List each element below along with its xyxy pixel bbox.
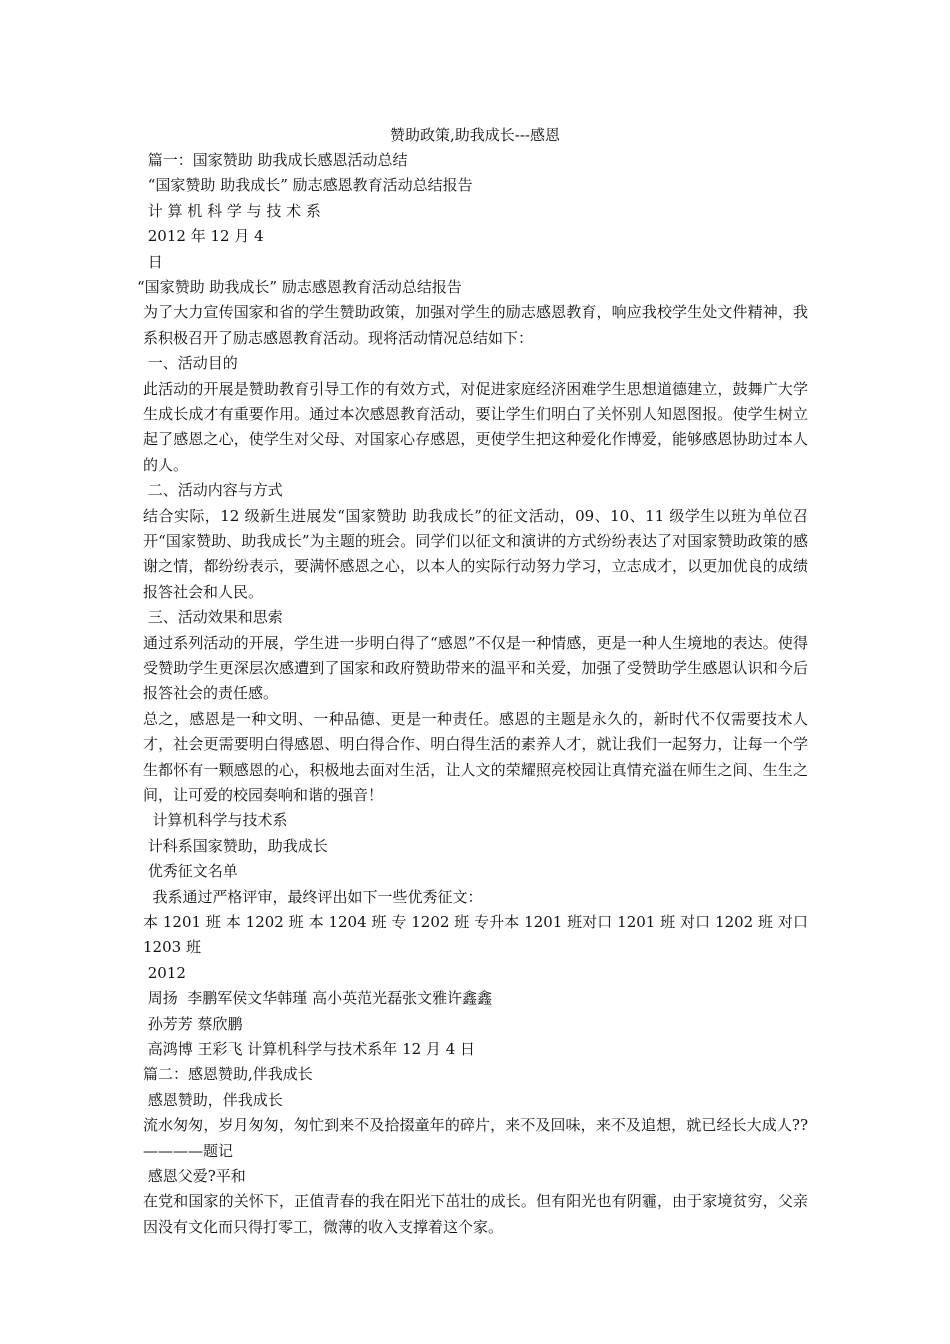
department-name: 计 算 机 科 学 与 技 术 系	[143, 201, 321, 220]
student-names: 周扬 李鹏军侯文华韩瑾 高小英范光磊张文雅许鑫鑫	[143, 989, 493, 1008]
student-names-2: 孙芳芳 蔡欣鹏	[143, 1014, 243, 1033]
report-title: “国家赞助 助我成长” 励志感恩教育活动总结报告	[143, 176, 473, 195]
subheading-father: 感恩父爱?平和	[143, 1166, 246, 1185]
date-line-day: 日	[143, 252, 163, 271]
heading-purpose: 一、活动目的	[143, 354, 238, 373]
section-heading: 篇一：国家赞助 助我成长感恩活动总结	[143, 151, 408, 169]
essay-list-intro: 我系通过严格评审，最终评出如下一些优秀征文：	[143, 887, 483, 906]
paragraph-effect: 通过系列活动的开展，学生进一步明白得了“感恩”不仅是一种情感，更是一种人生境地的表达。使得受赞助学生更深层次感遭到了国家和政府赞助带来的温平和关爱，加强了受赞助学生感恩认识和今后报答社会的责任感。	[143, 633, 808, 703]
paragraph-conclusion: 总之，感恩是一种文明、一种品德、更是一种责任。感恩的主题是永久的，新时代不仅需要技术人才，社会更需要明白得感恩、明白得合作、明白得生活的素养人才，就让我们一起努力，让每一个学生都怀有一颗感恩的心，积极地去面对生活，让人文的荣耀照亮校园让真情充溢在师生之间、生生之间，让可爱的校园奏响和谐的强音！	[143, 709, 808, 805]
paragraph-intro: 为了大力宣传国家和省的学生赞助政策，加强对学生的励志感恩教育，响应我校学生处文件精神，我系积极召开了励志感恩教育活动。现将活动情况总结如下：	[143, 303, 808, 347]
class-list: 本 1201 班 本 1202 班 本 1204 班 专 1202 班 专升本 1201 班对口 1201 班 对口 1202 班 对口 1203 班	[143, 912, 808, 957]
document-body	[137, 148, 808, 1240]
year-line: 2012	[143, 963, 186, 982]
heading-content: 二、活动内容与方式	[143, 481, 283, 500]
paragraph-family: 在党和国家的关怀下，正值青春的我在阳光下茁壮的成长。但有阳光也有阴霾，由于家境贫穷，父亲因没有文化而只得打零工，微薄的收入支撑着这个家。	[143, 1192, 808, 1236]
signature-department: 计算机科学与技术系	[143, 811, 288, 830]
date-line: 2012 年 12 月 4	[143, 227, 264, 246]
section-heading-2: 篇二：感恩赞助,伴我成长	[143, 1065, 313, 1084]
essay-list-subtitle: 优秀征文名单	[143, 862, 238, 881]
article-title: 感恩赞助，伴我成长	[143, 1090, 283, 1109]
student-names-3: 高鸿博 王彩飞 计算机科学与技术系年 12 月 4 日	[143, 1039, 476, 1058]
paragraph-epigraph: 流水匆匆，岁月匆匆，匆忙到来不及拾掇童年的碎片，来不及回味，来不及追想，就已经长大成人?? ————题记	[143, 1116, 808, 1160]
paragraph-purpose: 此活动的开展是赞助教育引导工作的有效方式，对促进家庭经济困难学生思想道德建立，鼓舞广大学生成长成才有重要作用。通过本次感恩教育活动，要让学生们明白了关怀别人知恩图报。使学生树立起了感恩之心，使学生对父母、对国家心存感恩，更使学生把这种爱化作博爱，能够感恩协助过本人的人。	[143, 379, 808, 474]
report-title-repeat: “国家赞助 助我成长” 励志感恩教育活动总结报告	[137, 277, 462, 296]
heading-effect: 三、活动效果和思索	[143, 608, 283, 627]
paragraph-content: 结合实际，12 级新生进展发“国家赞助 助我成长”的征文活动，09、10、11 级学生以班为单位召开“国家赞助、助我成长”为主题的班会。同学们以征文和演讲的方式纷纷表达了对国家赞助政策的感谢之情，都纷纷表示，要满怀感恩之心，以本人的实际行动努力学习，立志成才，以更加优良的成绩报答社会和人民。	[143, 506, 808, 601]
document-title: 赞助政策,助我成长---感恩	[390, 126, 560, 144]
essay-list-title: 计科系国家赞助，助我成长	[143, 836, 328, 855]
